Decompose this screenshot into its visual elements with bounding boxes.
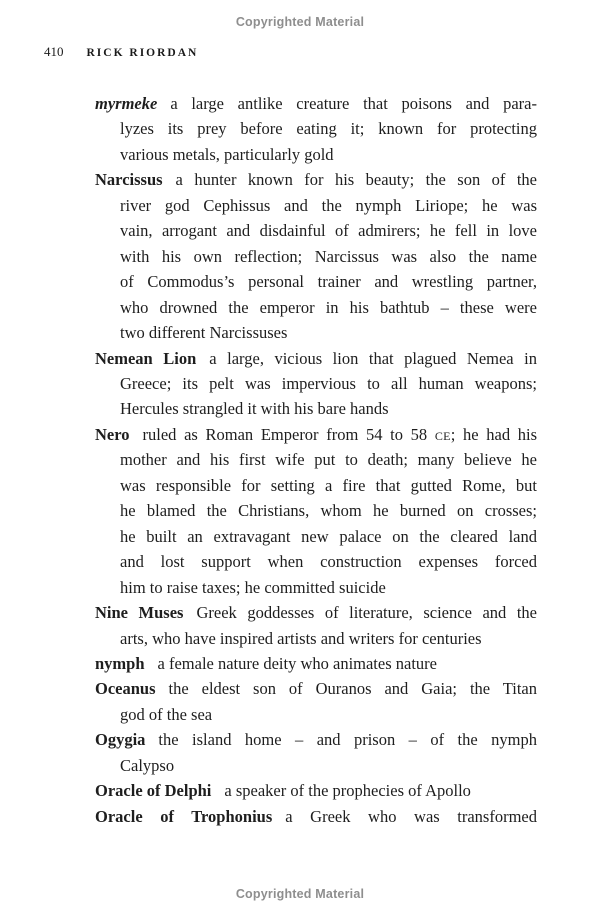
entry-text: him to raise taxes; he committed suicide [120,577,386,597]
entry-text: he blamed the Christians, whom he burned on crosses; [120,501,537,521]
entry-text: who drowned the emperor in his bathtub – these were [120,297,537,317]
copyright-notice-bottom: Copyrighted Material [235,887,365,901]
entry-term: Oracle of Delphi [95,781,212,801]
entry-line [95,116,537,141]
entry-line [95,346,537,371]
glossary-entry [95,727,537,778]
entry-text: of Commodus’s personal trainer and wrestling partner, [120,272,537,292]
entry-text: a large, vicious lion that plagued Nemea in [209,348,537,368]
entry-line [95,295,537,320]
entry-text: a speaker of the prophecies of Apollo [224,781,471,801]
entry-text: vain, arrogant and disdainful of admirers; he fell in love [120,221,537,241]
entry-text: river god Cephissus and the nymph Liriope; he was [120,195,537,215]
entry-line [95,676,537,701]
page-header [44,44,198,60]
glossary-entries [95,91,537,829]
entry-text: two different Narcissuses [120,323,288,343]
entry-line [95,447,537,472]
entry-text: Calypso [120,755,175,775]
entry-line [95,753,537,778]
glossary-entry [95,600,537,651]
entry-text: a hunter known for his beauty; the son of the [175,170,537,190]
entry-term: Ogygia [95,730,146,750]
entry-text: with his own reflection; Narcissus was also the name [120,246,537,266]
entry-line [95,320,537,345]
entry-term: Narcissus [95,170,163,190]
entry-text: lyzes its prey before eating it; known for protecting [120,119,537,139]
glossary-entry [95,346,537,422]
copyright-notice-top: Copyrighted Material [235,15,365,29]
entry-line [95,396,537,421]
entry-line [95,651,537,676]
entry-line [95,498,537,523]
entry-term: Oracle of Trophonius [95,806,273,826]
entry-text: the eldest son of Ouranos and Gaia; the Titan [168,679,537,699]
page-number: 410 [44,44,64,59]
entry-text: and lost support when construction expenses forced [120,552,537,572]
entry-text: ; he had his [450,424,537,444]
entry-line [95,473,537,498]
entry-line [95,600,537,625]
entry-line [95,371,537,396]
entry-term: Nine Muses [95,603,184,623]
entry-term: Nemean Lion [95,348,197,368]
entry-line [95,804,537,829]
glossary-entry [95,804,537,829]
entry-text: various metals, particularly gold [120,144,334,164]
entry-line [95,193,537,218]
entry-term: myrmeke [95,94,158,113]
entry-line [95,218,537,243]
entry-line [95,142,537,167]
entry-line [95,702,537,727]
entry-text: was responsible for setting a fire that gutted Rome, but [120,475,537,495]
glossary-entry [95,422,537,600]
glossary-entry [95,91,537,167]
entry-term: nymph [95,653,145,673]
entry-line [95,91,537,116]
entry-text: he built an extravagant new palace on the cleared land [120,526,537,546]
entry-text: Hercules strangled it with his bare hands [120,399,389,419]
entry-line [95,727,537,752]
entry-line [95,244,537,269]
entry-text: arts, who have inspired artists and writers for centuries [120,628,482,648]
entry-term: Nero [95,424,130,444]
entry-text: the island home – and prison – of the nymph [158,730,537,750]
entry-line [95,575,537,600]
entry-line [95,549,537,574]
entry-line [95,524,537,549]
smallcaps-era-text: ce [434,424,451,444]
entry-text: mother and his first wife put to death; many believe he [120,450,537,470]
glossary-entry [95,167,537,345]
entry-line [95,626,537,651]
entry-line [95,269,537,294]
entry-term: Oceanus [95,679,156,699]
entry-text: a large antlike creature that poisons and para- [170,94,537,113]
glossary-entry [95,778,537,803]
entry-text: a female nature deity who animates nature [157,653,437,673]
entry-line [95,422,537,447]
entry-text: Greek goddesses of literature, science and the [196,603,537,623]
entry-text: a Greek who was transformed [285,806,537,826]
entry-line [95,778,537,803]
glossary-entry [95,651,537,676]
entry-line [95,167,537,192]
entry-text: ruled as Roman Emperor from 54 to 58 [142,424,435,444]
entry-text: Greece; its pelt was impervious to all human weapons; [120,373,537,393]
entry-text: god of the sea [120,704,213,724]
glossary-entry [95,676,537,727]
running-header: RICK RIORDAN [86,47,199,59]
